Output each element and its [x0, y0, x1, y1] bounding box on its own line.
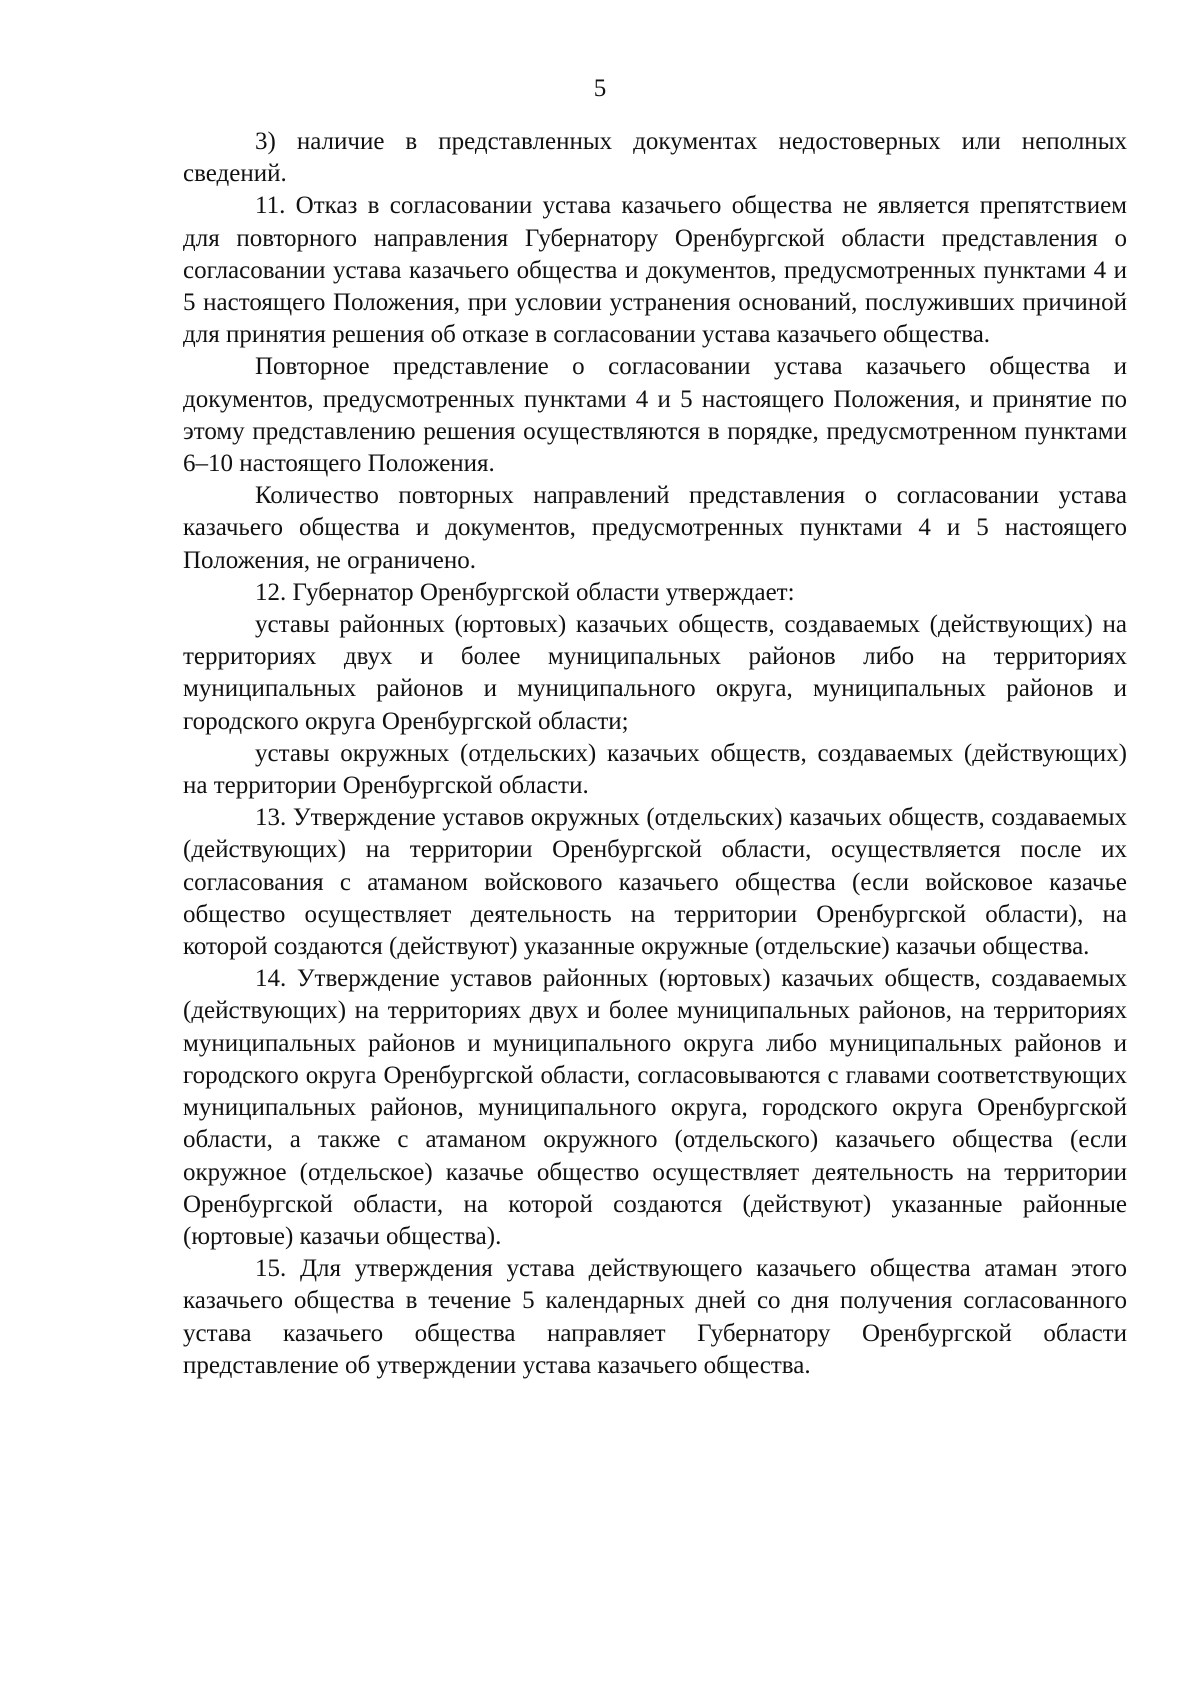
paragraph-repeat-submission: Повторное представление о согласовании устава казачьего общества и документов, предусмотренных пунктами 4 и 5 настоящего Положения, и принятие по этому представлению решения осуществляются в порядке, предусмотренном пунктами 6–10 настоящего Положения.	[183, 353, 1127, 478]
document-body	[183, 126, 1127, 1382]
paragraph-item-3-incomplete-info: 3) наличие в представленных документах недостоверных или неполных сведений.	[183, 128, 1127, 188]
paragraph-district-charters: уставы районных (юртовых) казачьих обществ, создаваемых (действующих) на территориях двух и более муниципальных районов либо на территориях муниципальных районов и муниципального округа, муниципальных районов и городского округа Оренбургской области;	[183, 611, 1127, 735]
paragraph-15-approval-submission: 15. Для утверждения устава действующего казачьего общества атаман этого казачьего общества в течение 5 календарных дней со дня получения согласованного устава казачьего общества направляет Губернатору Оренбургской области представление об утверждении устава казачьего общества.	[183, 1255, 1127, 1379]
paragraph-repeat-count-unlimited: Количество повторных направлений представления о согласовании устава казачьего общества и документов, предусмотренных пунктами 4 и 5 настоящего Положения, не ограничено.	[183, 482, 1127, 574]
paragraph-12-governor-approves: 12. Губернатор Оренбургской области утверждает:	[255, 578, 795, 606]
page-number: 5	[593, 75, 607, 102]
paragraph-13-okrug-approval: 13. Утверждение уставов окружных (отдельских) казачьих обществ, создаваемых (действующих) на территории Оренбургской области, осуществляется после их согласования с атаманом войскового казачьего общества (если войсковое казачье общество осуществляет деятельность на территории Оренбургской области), на которой создаются (действуют) указанные окружные (отдельские) казачьи общества.	[183, 804, 1127, 961]
paragraph-okrug-charters: уставы окружных (отдельских) казачьих обществ, создаваемых (действующих) на территории Оренбургской области.	[183, 739, 1127, 800]
paragraph-11-refusal-not-obstacle: 11. Отказ в согласовании устава казачьего общества не является препятствием для повторного направления Губернатору Оренбургской области представления о согласовании устава казачьего общества и документов, предусмотренных пунктами 4 и 5 настоящего Положения, при условии устранения оснований, послуживших причиной для принятия решения об отказе в согласовании устава казачьего общества.	[183, 192, 1127, 349]
paragraph-14-district-approval: 14. Утверждение уставов районных (юртовых) казачьих обществ, создаваемых (действующих) на территориях двух и более муниципальных районов, на территориях муниципальных районов и муниципального округа либо муниципальных районов и городского округа Оренбургской области, согласовываются с главами соответствующих муниципальных районов, муниципального округа, городского округа Оренбургской области, а также с атаманом окружного (отдельского) казачьего общества (если окружное (отдельское) казачье общество осуществляет деятельность на территории Оренбургской области, на которой создаются (действуют) указанные районные (юртовые) казачьи общества).	[183, 965, 1127, 1250]
